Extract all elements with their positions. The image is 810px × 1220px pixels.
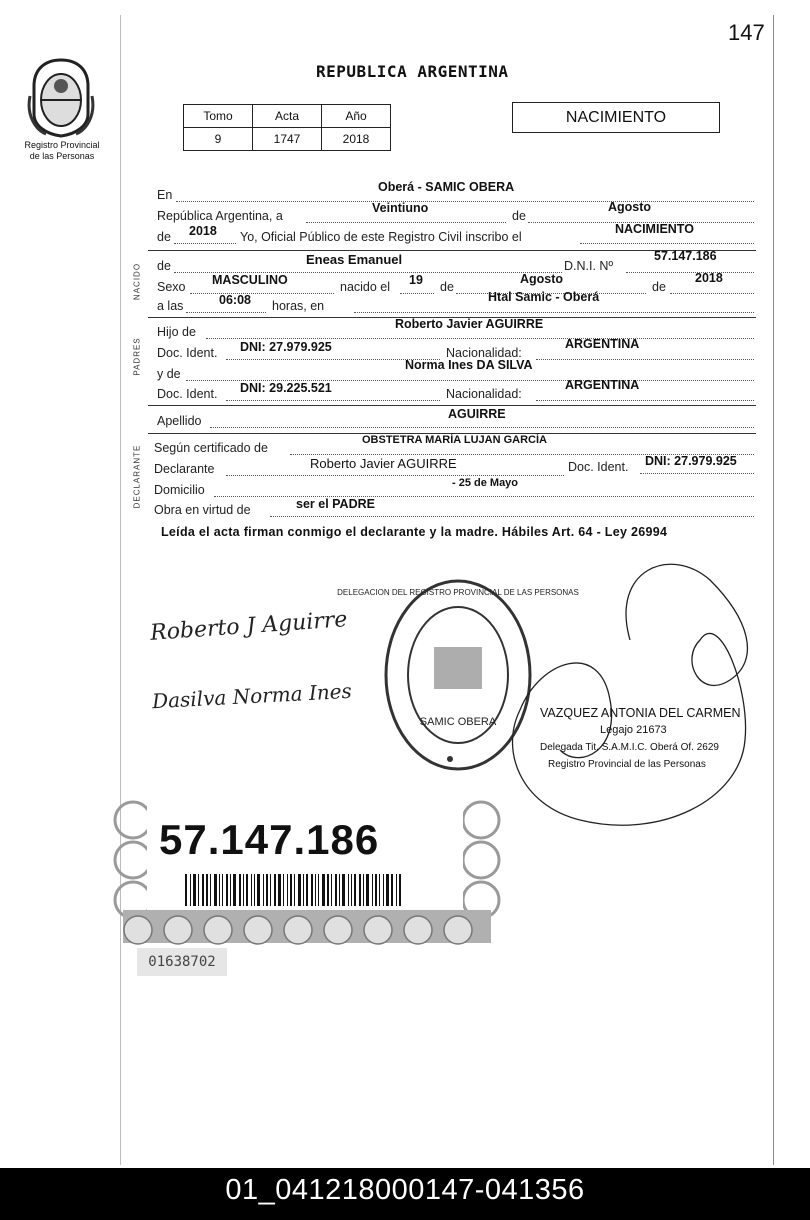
barcode-bar <box>399 874 401 906</box>
nacionalidad-label: Nacionalidad: <box>446 346 522 360</box>
logo-caption <box>12 140 112 162</box>
declarant-name: Roberto Javier AGUIRRE <box>310 456 457 471</box>
birth-month: Agosto <box>520 272 564 286</box>
barcode-bar <box>348 874 349 906</box>
barcode-bar <box>198 874 199 906</box>
birth-place: Htal Samic - Oberá <box>488 290 600 304</box>
book-reference-table <box>183 104 391 151</box>
registration-year: 2018 <box>189 224 217 238</box>
barcode-bar <box>342 874 345 906</box>
barcode-bar <box>379 874 380 906</box>
official-legajo: Legajo 21673 <box>600 724 667 736</box>
certificado-label: Según certificado de <box>154 441 268 455</box>
mother-name: Norma Ines DA SILVA <box>405 358 533 372</box>
barcode-bar <box>185 874 187 906</box>
section-label-padres: PADRES <box>132 337 142 376</box>
barcode-bar <box>190 874 191 906</box>
scan-filename-footer: 01_041218000147-041356 <box>0 1168 810 1220</box>
barcode-bar <box>335 874 337 906</box>
de-label: de <box>512 209 526 223</box>
de-label: de <box>157 259 171 273</box>
official-office: Registro Provincial de las Personas <box>548 759 706 770</box>
domicilio-label: Domicilio <box>154 483 205 497</box>
barcode-bar <box>339 874 340 906</box>
mother-doc: DNI: 29.225.521 <box>240 381 332 395</box>
dni-label: D.N.I. Nº <box>564 259 614 273</box>
officer-text: Yo, Oficial Público de este Registro Civil inscribo el <box>240 230 522 244</box>
de-label: de <box>652 280 666 294</box>
record-type-box: NACIMIENTO <box>512 102 720 133</box>
barcode-bar <box>266 874 268 906</box>
barcode-bar <box>391 874 393 906</box>
barcode-bar <box>322 874 325 906</box>
a-las-label: a las <box>157 299 184 313</box>
section-label-nacido: NACIDO <box>132 262 142 301</box>
barcode-bar <box>372 874 373 906</box>
barcode-bar <box>202 874 204 906</box>
province-coat-of-arms-logo <box>26 56 96 138</box>
en-label: En <box>157 188 173 202</box>
barcode-bar <box>263 874 264 906</box>
barcode-bar <box>278 874 281 906</box>
child-dni: 57.147.186 <box>654 249 717 263</box>
barcode-bar <box>363 874 364 906</box>
barcode-card-number: 57.147.186 <box>159 816 380 863</box>
inscription-type: NACIMIENTO <box>615 222 694 236</box>
father-doc: DNI: 27.979.925 <box>240 340 332 354</box>
republica-label: República Argentina, a <box>157 209 283 223</box>
barcode-bar <box>254 874 255 906</box>
official-name: VAZQUEZ ANTONIA DEL CARMEN <box>540 706 741 720</box>
doc-ident-label: Doc. Ident. <box>157 346 218 360</box>
barcode-bar <box>318 874 319 906</box>
barcode-bar <box>246 874 248 906</box>
declarant-address: - 25 de Mayo <box>452 477 519 489</box>
tomo-value: 9 <box>184 128 253 151</box>
official-signature-scribble <box>500 550 762 840</box>
horas-label: horas, en <box>272 299 325 313</box>
barcode-bar <box>287 874 288 906</box>
birth-year: 2018 <box>695 271 723 285</box>
barcode-bar <box>396 874 397 906</box>
barcode-bar <box>230 874 231 906</box>
barcode-bar <box>219 874 220 906</box>
child-sex: MASCULINO <box>212 273 288 287</box>
hijo-de-label: Hijo de <box>157 325 196 339</box>
barcode-bar <box>375 874 377 906</box>
stamp-ring-text: DELEGACION DEL REGISTRO PROVINCIAL DE LAS PERSONAS <box>337 588 579 597</box>
section-label-declarante: DECLARANTE <box>132 444 142 509</box>
declarant-signature: Roberto J Aguirre <box>149 607 349 646</box>
barcode-bar <box>311 874 313 906</box>
barcode-bar <box>222 874 223 906</box>
barcode-bar <box>214 874 217 906</box>
barcode-bar <box>270 874 271 906</box>
barcode-bar <box>290 874 292 906</box>
document-title: REPUBLICA ARGENTINA <box>316 62 509 81</box>
apellido-label: Apellido <box>157 414 202 428</box>
obra-label: Obra en virtud de <box>154 503 251 517</box>
barcode-bar <box>294 874 295 906</box>
registration-month: Agosto <box>608 200 652 214</box>
barcode-bar <box>359 874 361 906</box>
declarant-doc: DNI: 27.979.925 <box>645 454 737 468</box>
registration-day: Veintiuno <box>372 201 429 215</box>
id-barcode-card <box>123 800 491 943</box>
nacionalidad-label: Nacionalidad: <box>446 387 522 401</box>
barcode-bar <box>386 874 389 906</box>
barcode-bar <box>383 874 384 906</box>
registry-place: Oberá - SAMIC OBERA <box>378 180 515 194</box>
anio-header: Año <box>322 105 391 128</box>
child-surname: AGUIRRE <box>448 407 506 421</box>
declarant-capacity: ser el PADRE <box>296 497 375 511</box>
child-name: Eneas Emanuel <box>306 252 403 267</box>
barcode-bar <box>315 874 316 906</box>
acta-value: 1747 <box>253 128 322 151</box>
barcode-bar <box>251 874 252 906</box>
barcode-bar <box>233 874 236 906</box>
barcode-bar <box>366 874 369 906</box>
de-label: de <box>157 230 171 244</box>
barcode-bar <box>210 874 211 906</box>
mother-nationality: ARGENTINA <box>565 378 640 392</box>
official-role: Delegada Tit. S.A.M.I.C. Oberá Of. 2629 <box>540 742 719 753</box>
barcode-bar <box>226 874 228 906</box>
barcode-bar <box>298 874 301 906</box>
birth-day: 19 <box>409 273 423 287</box>
sexo-label: Sexo <box>157 280 186 294</box>
stamp-center-text: SAMIC OBERA <box>419 716 497 728</box>
nacido-label: nacido el <box>340 280 391 294</box>
anio-value: 2018 <box>322 128 391 151</box>
barcode-bar <box>274 874 276 906</box>
page-number: 147 <box>728 20 765 45</box>
barcode-bar <box>193 874 196 906</box>
barcode-bar <box>306 874 308 906</box>
barcode-bar <box>351 874 352 906</box>
de-label: de <box>440 280 454 294</box>
certificate-issuer: OBSTETRA MARÍA LUJAN GARCÍA <box>362 434 547 446</box>
barcode-bar <box>239 874 241 906</box>
acta-header: Acta <box>253 105 322 128</box>
barcode-bar <box>283 874 284 906</box>
mother-signature: Dasilva Norma Ines <box>151 678 353 714</box>
doc-ident-label: Doc. Ident. <box>157 387 218 401</box>
barcode-bar <box>257 874 260 906</box>
barcode-bar <box>331 874 332 906</box>
barcode-bar <box>206 874 208 906</box>
doc-ident-label: Doc. Ident. <box>568 460 629 474</box>
father-nationality: ARGENTINA <box>565 337 640 351</box>
father-name: Roberto Javier AGUIRRE <box>395 317 544 331</box>
barcode-bar <box>243 874 244 906</box>
tomo-header: Tomo <box>184 105 253 128</box>
stub-number: 01638702 <box>137 948 227 976</box>
logo-caption-line1: Registro Provincial <box>24 140 100 150</box>
y-de-label: y de <box>157 367 181 381</box>
declarante-label: Declarante <box>154 462 215 476</box>
logo-caption-line2: de las Personas <box>29 151 95 161</box>
barcode-bar <box>354 874 356 906</box>
barcode-bar <box>327 874 329 906</box>
birth-time: 06:08 <box>219 293 251 307</box>
official-signature-block <box>540 705 750 773</box>
barcode-bar <box>303 874 304 906</box>
closing-note: Leída el acta firman conmigo el declarante y la madre. Hábiles Art. 64 - Ley 26994 <box>161 525 668 539</box>
